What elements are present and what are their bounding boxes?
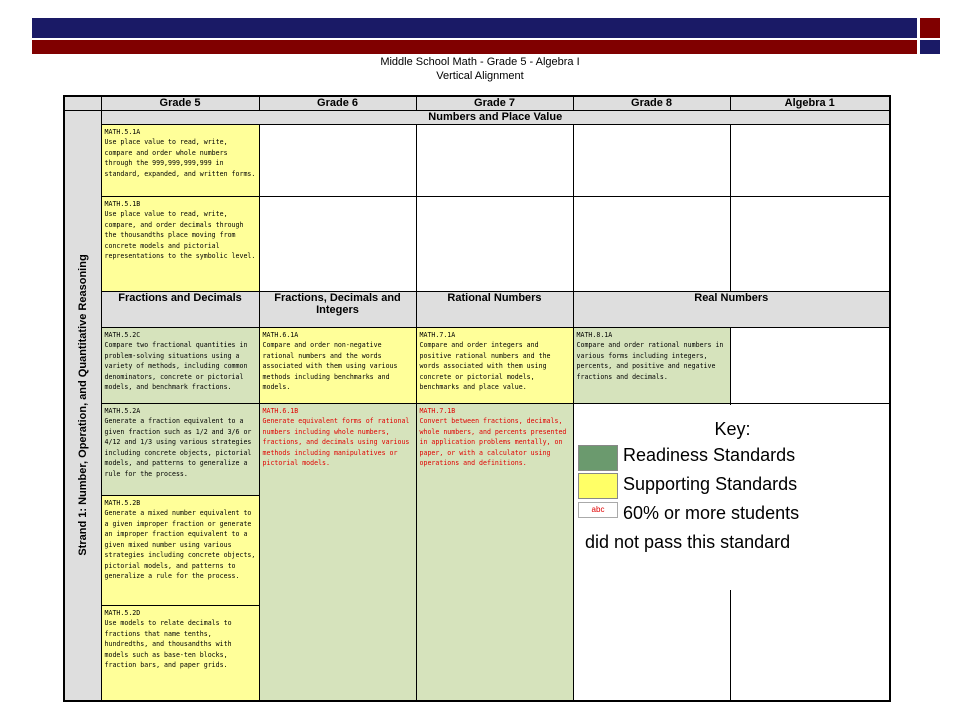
col-header-grade6: Grade 6 <box>259 96 416 110</box>
legend-key <box>575 405 865 590</box>
standard-code: MATH.5.2B <box>104 498 141 507</box>
empty-cell <box>416 196 573 291</box>
empty-cell <box>416 124 573 196</box>
standard-text: Convert between fractions, decimals, whole numbers, and percents presented in application problems mentally, on paper, or with a calculator using operations and definitions. <box>419 417 567 467</box>
document-title <box>300 55 660 83</box>
standard-cell <box>101 495 259 605</box>
strand-label: Strand 1: Number, Operation, and Quantitative Reasoning <box>76 254 89 556</box>
standard-text: Use models to relate decimals to fractions that name tenths, hundredths, and thousandths with models such as base-ten blocks, fraction bars, and paper grids. <box>104 619 232 669</box>
standard-text: Compare and order non-negative rational numbers and the words associated with them using various methods including benchmarks and models. <box>262 341 398 391</box>
standard-cell <box>101 327 259 403</box>
table-row <box>64 327 890 403</box>
standard-code: MATH.7.1A <box>419 330 456 339</box>
standard-text: Generate a mixed number equivalent to a given improper fraction or generate an improper fraction equivalent to a given mixed number using various strategies including concrete objects, pictorial models, and patterns to generalize a rule for the process. <box>104 509 256 580</box>
section-header-row <box>64 110 890 124</box>
col-header-grade5: Grade 5 <box>101 96 259 110</box>
section-title-fractions-decimals-integers: Fractions, Decimals and Integers <box>259 291 416 327</box>
col-header-grade8: Grade 8 <box>573 96 730 110</box>
empty-cell <box>573 196 730 291</box>
strand-label-cell <box>64 110 101 701</box>
section-title-fractions-decimals: Fractions and Decimals <box>101 291 259 327</box>
standard-code: MATH.6.1A <box>262 330 299 339</box>
corner-cell <box>64 96 101 110</box>
standard-cell <box>101 605 259 701</box>
standard-cell <box>573 327 730 403</box>
standard-code: MATH.8.1A <box>576 330 613 339</box>
key-title: Key: <box>714 419 751 439</box>
section-header-row <box>64 291 890 327</box>
standard-text: Generate equivalent forms of rational numbers including whole numbers, fractions, and decimals using various methods including manipulatives or pictorial models. <box>262 417 410 467</box>
readiness-swatch <box>578 445 618 471</box>
standard-code: MATH.5.2A <box>104 406 141 415</box>
top-maroon-square <box>920 18 940 38</box>
standard-cell <box>101 124 259 196</box>
failed-label-line1: 60% or more students <box>623 503 800 523</box>
title-line-1: Middle School Math - Grade 5 - Algebra I <box>380 56 580 68</box>
standard-code: MATH.5.2C <box>104 330 141 339</box>
standard-cell <box>416 327 573 403</box>
empty-cell <box>259 124 416 196</box>
standard-cell <box>101 196 259 291</box>
supporting-label: Supporting Standards <box>623 474 798 494</box>
col-header-algebra1: Algebra 1 <box>730 96 890 110</box>
empty-cell <box>730 124 890 196</box>
section-title-numbers: Numbers and Place Value <box>101 110 890 124</box>
standard-code: MATH.7.1B <box>419 406 456 415</box>
top-navy-bar <box>32 18 917 38</box>
standard-code: MATH.5.1A <box>104 127 141 136</box>
empty-cell <box>573 124 730 196</box>
section-title-rational-numbers: Rational Numbers <box>416 291 573 327</box>
table-row <box>64 196 890 291</box>
vertical-alignment-table <box>63 95 891 702</box>
standard-code: MATH.6.1B <box>262 406 299 415</box>
second-navy-square <box>920 40 940 54</box>
standard-text: Compare and order rational numbers in various forms including integers, percents, and positive and negative fractions and decimals. <box>576 341 724 381</box>
empty-cell <box>730 327 890 403</box>
standard-text: Use place value to read, write, compare and order whole numbers through the 999,999,999,999 in standard, expanded, and written forms. <box>104 138 256 178</box>
standard-text: Compare and order integers and positive rational numbers and the words associated with them using concrete or pictorial models, benchmarks and place value. <box>419 341 551 391</box>
standard-cell <box>259 327 416 403</box>
failed-sample-text: abc <box>578 502 618 518</box>
standard-code: MATH.5.2D <box>104 608 141 617</box>
title-line-2: Vertical Alignment <box>436 70 524 82</box>
table-row <box>64 124 890 196</box>
standard-text: Compare two fractional quantities in problem-solving situations using a variety of methods, including common denominators, concrete or pictorial models, and benchmark fractions. <box>104 341 248 391</box>
standard-text: Use place value to read, write, compare, and order decimals through the thousandths place moving from concrete models and pictorial representations to the symbolic level. <box>104 210 256 260</box>
empty-cell <box>259 196 416 291</box>
second-maroon-bar <box>32 40 917 54</box>
grade-header-row <box>64 96 890 110</box>
readiness-label: Readiness Standards <box>623 445 796 465</box>
standard-cell <box>259 403 416 701</box>
col-header-grade7: Grade 7 <box>416 96 573 110</box>
standard-cell <box>101 403 259 495</box>
standard-code: MATH.5.1B <box>104 199 141 208</box>
supporting-swatch <box>578 473 618 499</box>
standard-cell <box>416 403 573 701</box>
standard-text: Generate a fraction equivalent to a given fraction such as 1/2 and 3/6 or 4/12 and 1/3 using various strategies including concrete objects, pictorial models, and patterns to generalize a rule for the process. <box>104 417 252 478</box>
failed-label-line2: did not pass this standard <box>585 532 791 552</box>
empty-cell <box>730 196 890 291</box>
section-title-real-numbers: Real Numbers <box>573 291 890 327</box>
